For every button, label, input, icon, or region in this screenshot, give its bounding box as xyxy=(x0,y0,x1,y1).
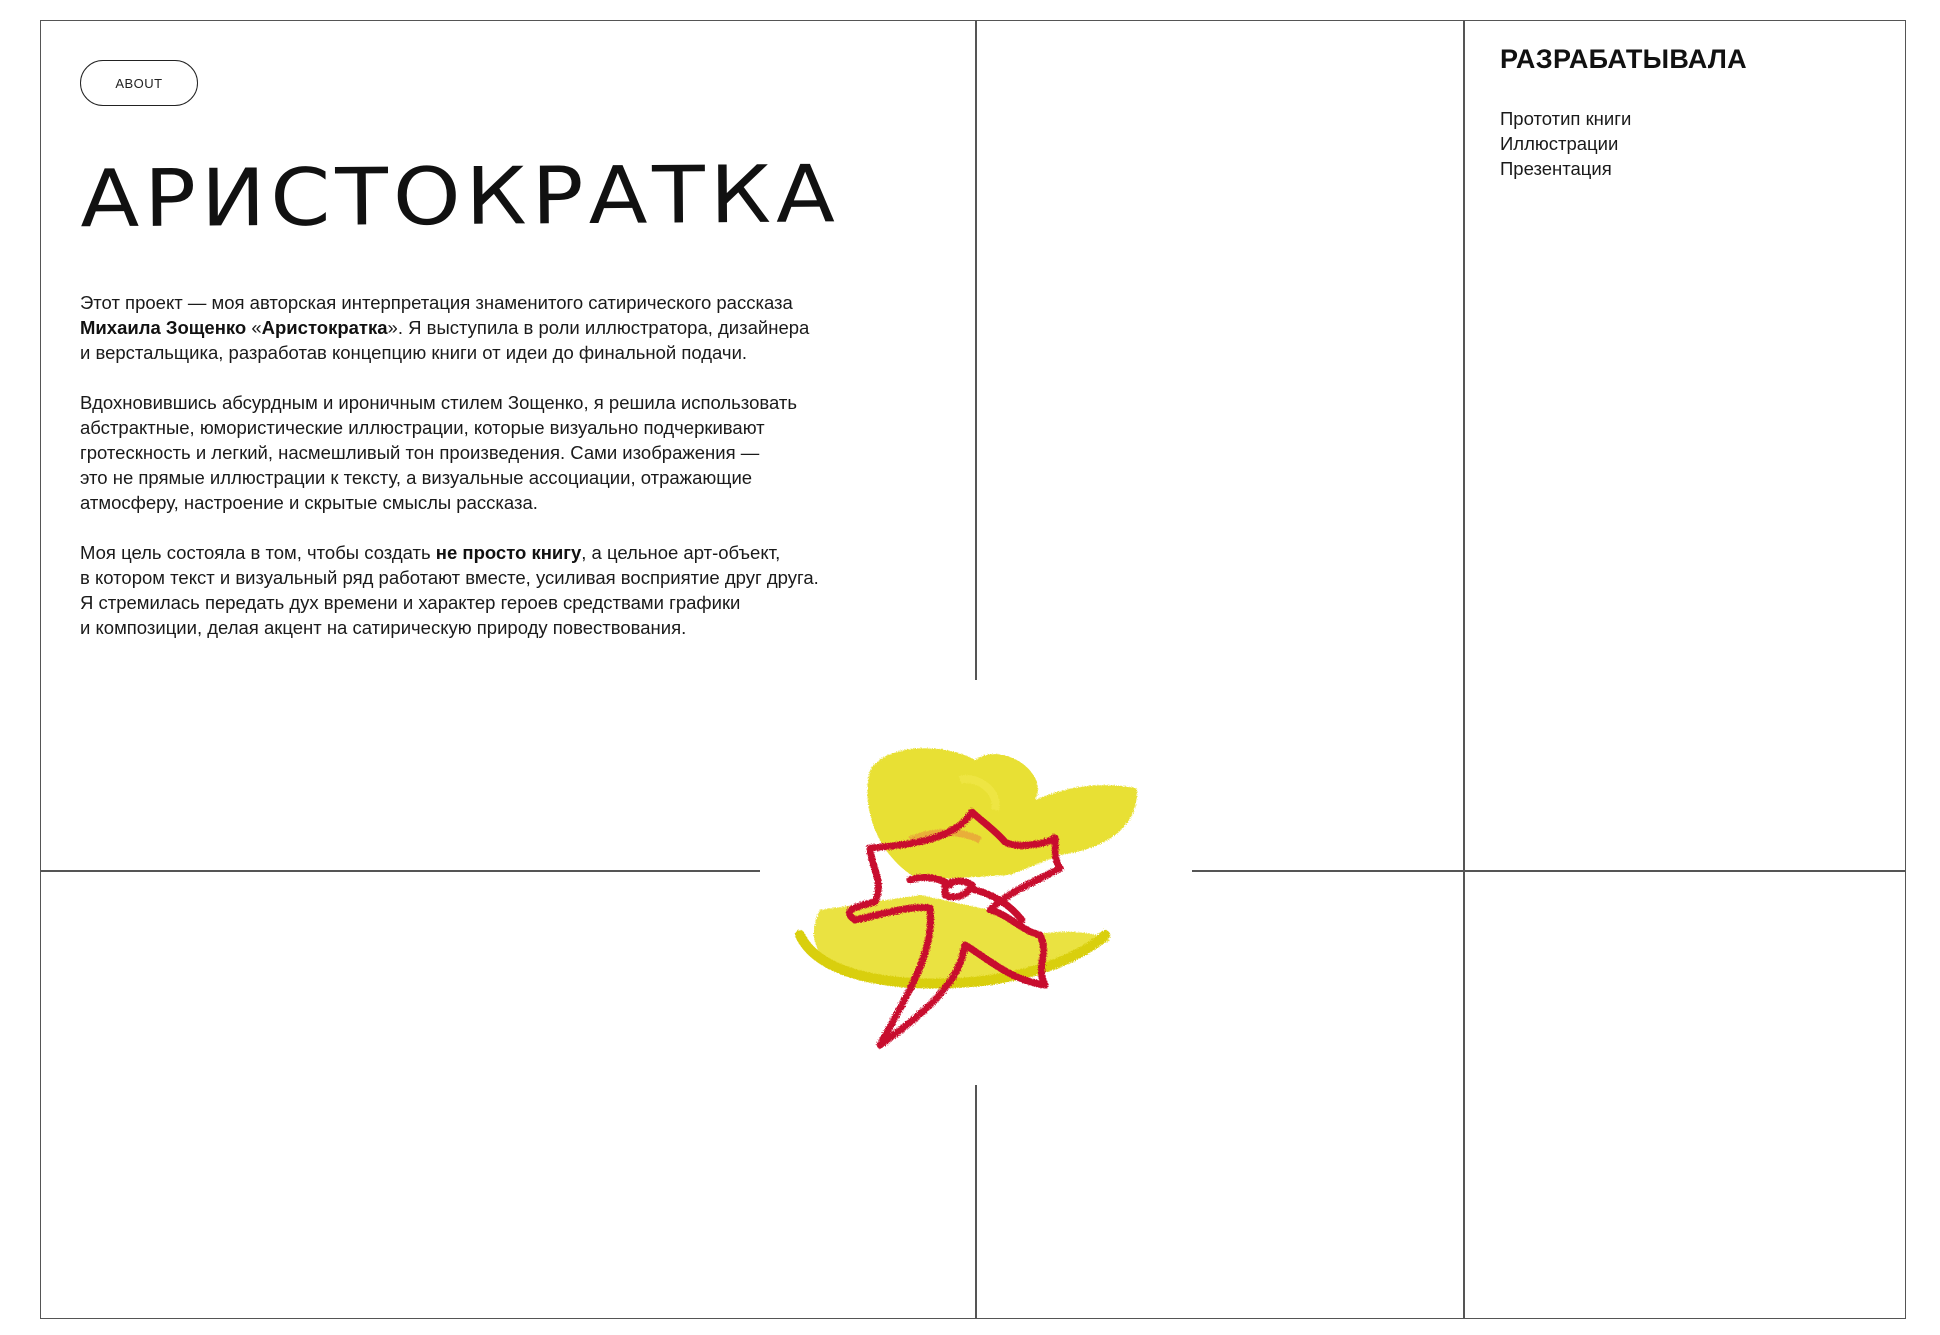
roles-list xyxy=(1500,106,1631,181)
about-button[interactable]: ABOUT xyxy=(80,60,198,106)
text-line: Вдохновившись абсурдным и ироничным стилем Зощенко, я решила использовать xyxy=(80,392,797,413)
text-line xyxy=(80,540,960,565)
text-fragment: « xyxy=(246,317,262,338)
story-title: Аристократка xyxy=(261,317,388,338)
grid-divider-vertical-1-lower xyxy=(975,1085,977,1319)
description-paragraph-1 xyxy=(80,290,960,365)
project-description xyxy=(80,290,960,665)
text-line: и композиции, делая акцент на сатирическую природу повествования. xyxy=(80,617,687,638)
grid-divider-vertical-1 xyxy=(975,20,977,682)
hat-with-bow-drawing-icon xyxy=(760,680,1190,1080)
text-line: в котором текст и визуальный ряд работают вместе, усиливая восприятие друг друга. xyxy=(80,567,819,588)
text-fragment: , а цельное арт-объект, xyxy=(581,542,781,563)
grid-divider-vertical-2 xyxy=(1463,20,1465,1319)
text-fragment: Моя цель состояла в том, чтобы создать xyxy=(80,542,436,563)
description-paragraph-2 xyxy=(80,390,960,515)
text-line: Этот проект — моя авторская интерпретация знаменитого сатирического рассказа xyxy=(80,292,793,313)
text-line: гротескность и легкий, насмешливый тон произведения. Сами изображения — xyxy=(80,442,760,463)
text-line: атмосферу, настроение и скрытые смыслы рассказа. xyxy=(80,492,538,513)
roles-heading: РАЗРАБАТЫВАЛА xyxy=(1500,44,1747,74)
role-item-illustrations: Иллюстрации xyxy=(1500,133,1619,154)
text-line: абстрактные, юмористические иллюстрации, которые визуально подчеркивают xyxy=(80,417,765,438)
hat-illustration xyxy=(760,680,1190,1080)
page-title: АРИСТОКРАТКА xyxy=(79,148,841,246)
grid-divider-horizontal-right xyxy=(1192,870,1906,872)
text-fragment: ». Я выступила в роли иллюстратора, дизайнера xyxy=(387,317,810,338)
text-line xyxy=(80,315,960,340)
role-item-prototype: Прототип книги xyxy=(1500,108,1632,129)
role-item-presentation: Презентация xyxy=(1500,158,1612,179)
author-name: Михаила Зощенко xyxy=(80,317,247,338)
grid-divider-horizontal-left xyxy=(40,870,760,872)
text-line: Я стремилась передать дух времени и характер героев средствами графики xyxy=(80,592,741,613)
text-line: и верстальщика, разработав концепцию книги от идеи до финальной подачи. xyxy=(80,342,748,363)
emphasis-text: не просто книгу xyxy=(435,542,582,563)
description-paragraph-3 xyxy=(80,540,960,640)
text-line: это не прямые иллюстрации к тексту, а визуальные ассоциации, отражающие xyxy=(80,467,753,488)
